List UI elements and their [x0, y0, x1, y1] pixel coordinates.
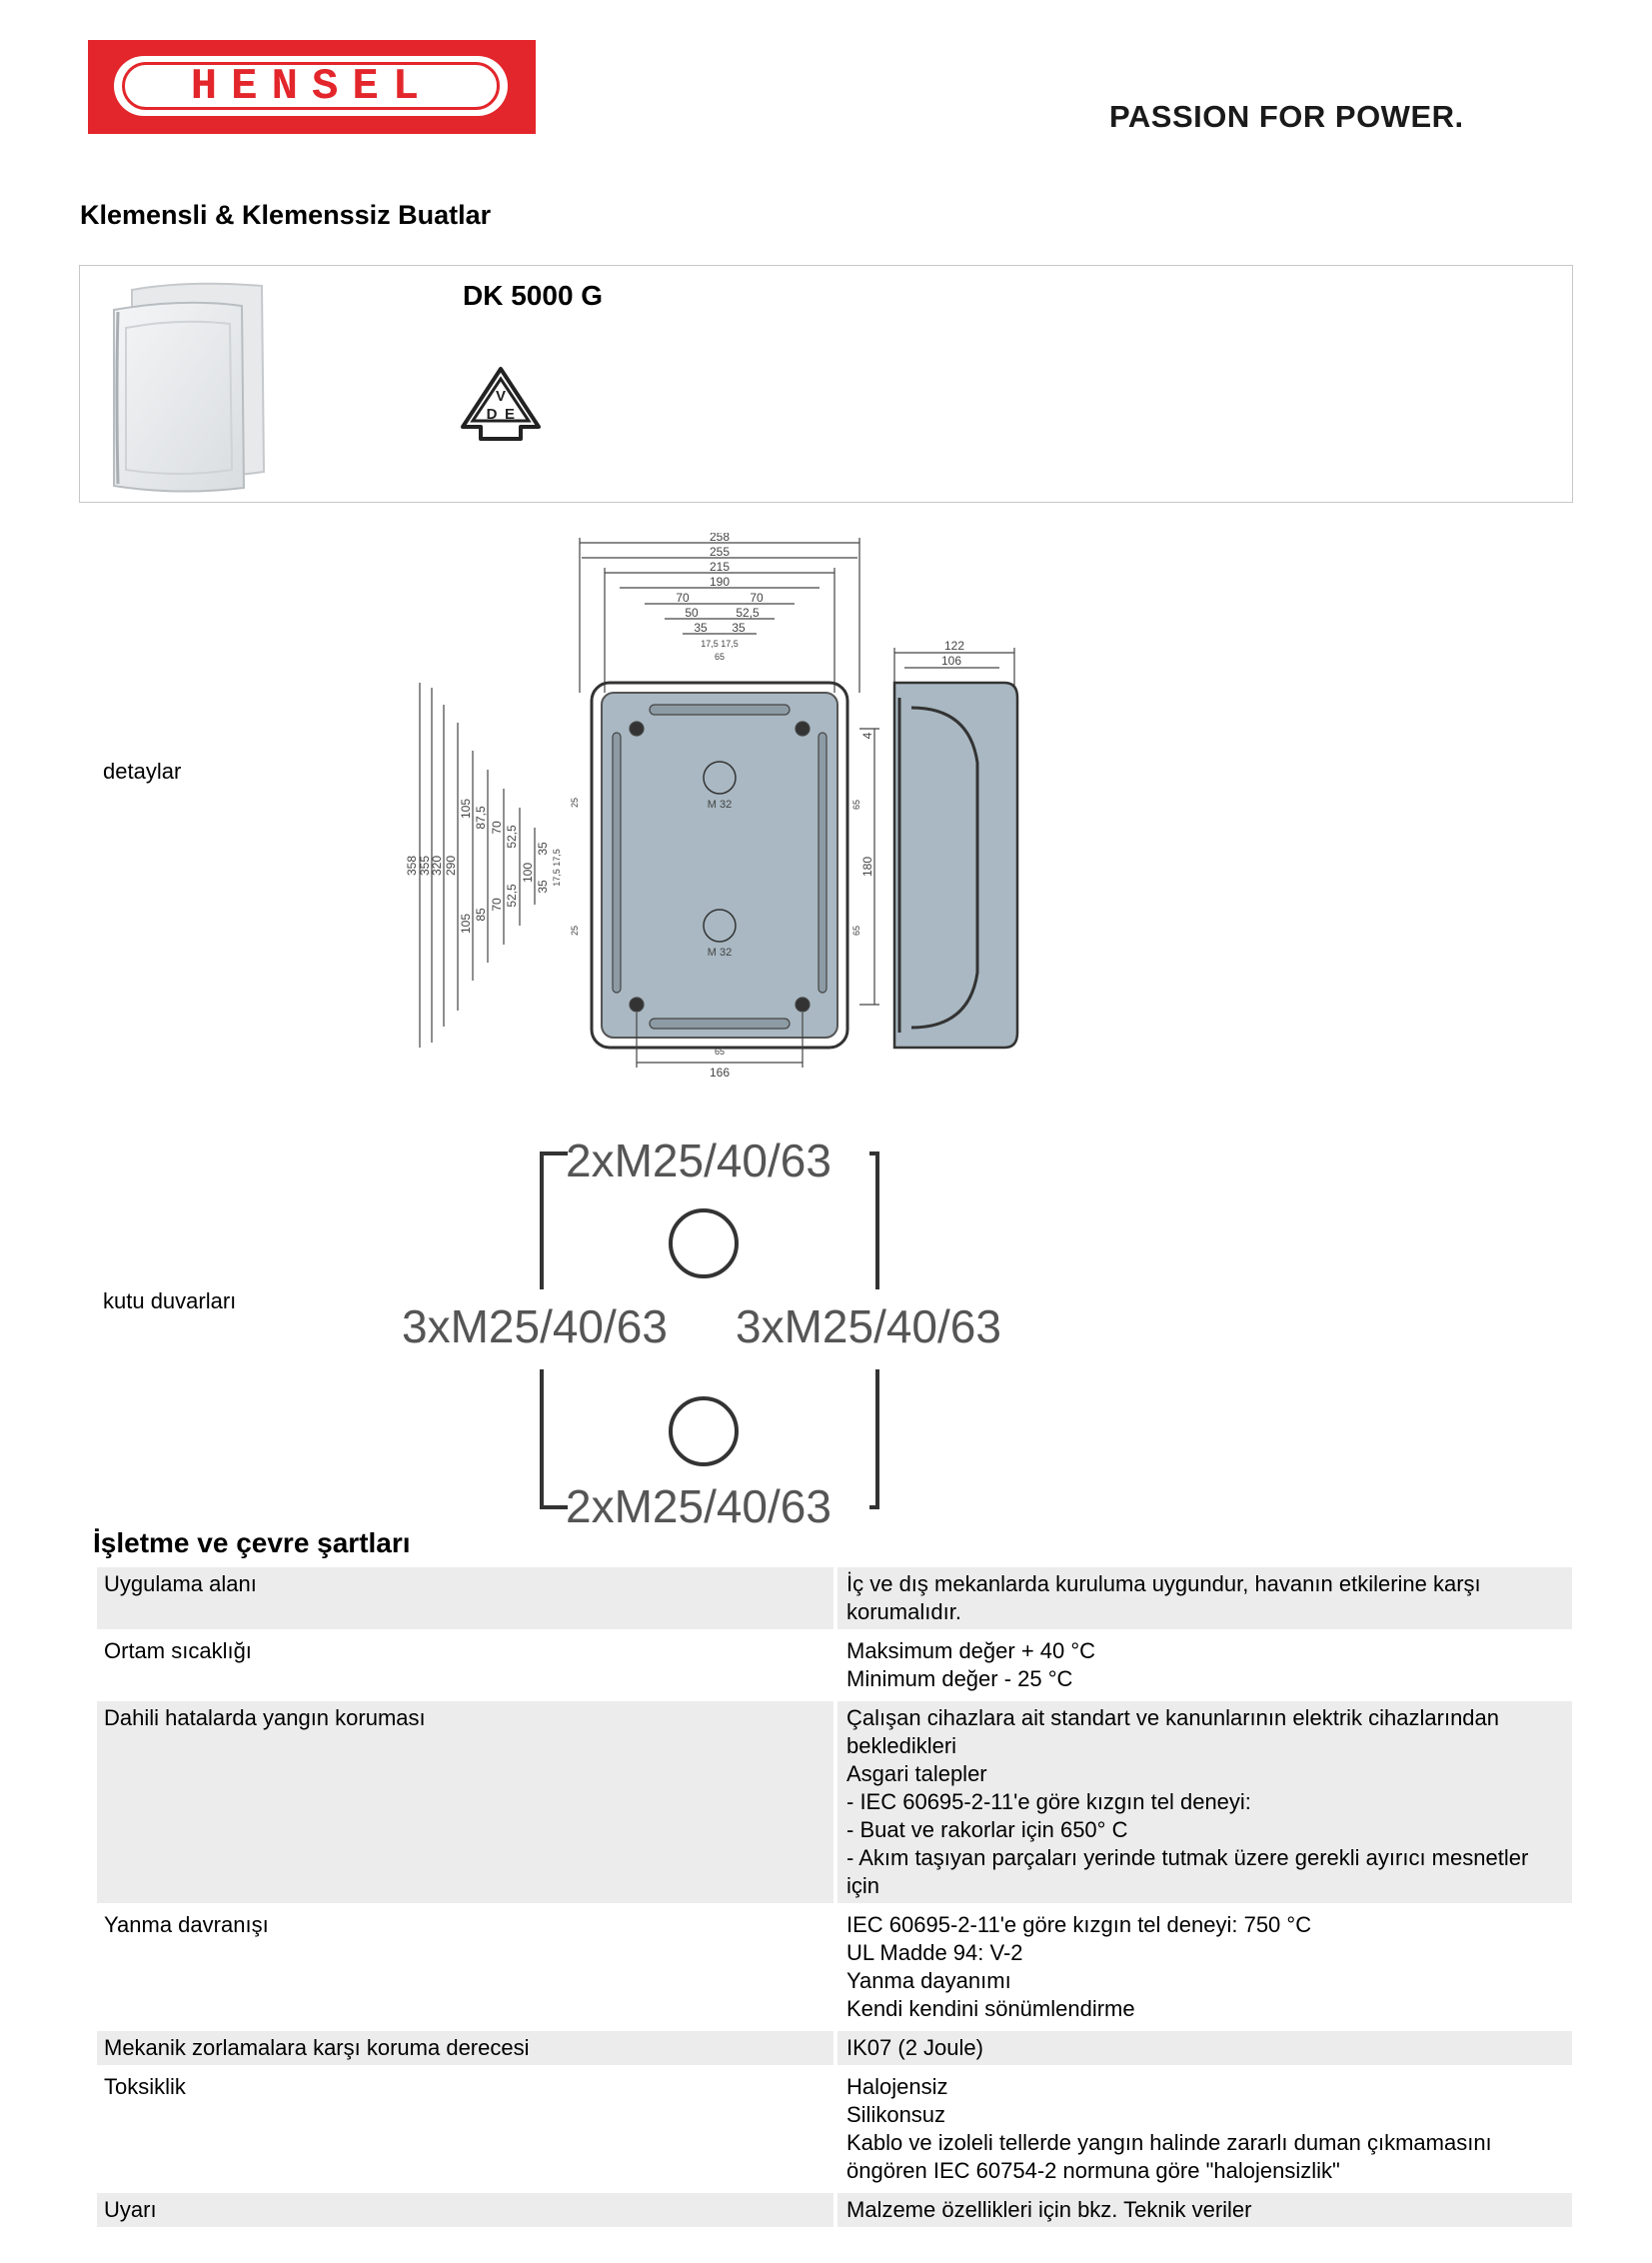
table-row — [97, 1908, 1572, 2026]
spec-value-line: IEC 60695-2-11'e göre kızgın tel deneyi: 750 °C — [846, 1912, 1312, 1937]
table-row — [97, 2193, 1572, 2227]
dim-65-top: 65 — [714, 652, 726, 662]
spec-value-line: Yanma dayanımı — [846, 1968, 1011, 1993]
spec-value-line: UL Madde 94: V-2 — [846, 1940, 1023, 1965]
spec-value — [837, 1701, 1572, 1903]
dimension-drawing — [400, 533, 1039, 1083]
dim-25-upper: 25 — [570, 797, 580, 809]
spec-value-line: IK07 (2 Joule) — [846, 2035, 983, 2060]
spec-value-line: - IEC 60695-2-11'e göre kızgın tel deneyi: — [846, 1789, 1251, 1814]
box-walls-diagram — [390, 1134, 1049, 1532]
product-title: DK 5000 G — [463, 280, 604, 311]
spec-value — [837, 1634, 1572, 1696]
box-walls-label: kutu duvarları — [103, 1288, 237, 1313]
spec-value-line: Kendi kendini sönümlendirme — [846, 1996, 1135, 2021]
spec-value-line: Halojensiz — [846, 2074, 948, 2099]
dim-4: 4 — [860, 732, 874, 740]
spec-table — [97, 1562, 1572, 2232]
dim-17-5-left: 17,5 — [701, 639, 719, 649]
wall-top-label: 2xM25/40/63 — [566, 1134, 831, 1186]
product-card — [79, 265, 1573, 503]
operations-title: İşletme ve çevre şartları — [93, 1527, 411, 1558]
dim-70-upper: 70 — [490, 821, 504, 835]
spec-value — [837, 1567, 1572, 1629]
product-image — [92, 272, 282, 497]
dim-290: 290 — [444, 855, 458, 877]
dim-105-upper: 105 — [459, 798, 473, 820]
dim-106: 106 — [940, 654, 962, 668]
dim-50: 50 — [685, 606, 699, 620]
section-title: Klemensli & Klemenssiz Buatlar — [80, 200, 492, 230]
details-label: detaylar — [103, 759, 182, 784]
dim-258: 258 — [709, 533, 731, 544]
dim-17-5-upper: 17,5 — [552, 849, 562, 867]
dim-17-5-lower: 17,5 — [552, 869, 562, 887]
dim-70-right: 70 — [750, 591, 764, 605]
spec-value — [837, 2031, 1572, 2065]
spec-value-line: Minimum değer - 25 °C — [846, 1666, 1073, 1691]
spec-key: Yanma davranışı — [97, 1908, 837, 2026]
spec-value — [837, 1908, 1572, 2026]
dim-35-lower: 35 — [536, 880, 550, 894]
dim-65-right-lower: 65 — [851, 925, 861, 937]
dim-85: 85 — [474, 908, 488, 922]
dim-100: 100 — [521, 862, 535, 884]
thread-label-bottom: M 32 — [707, 947, 733, 959]
spec-value-line: İç ve dış mekanlarda kuruluma uygundur, havanın etkilerine karşı korumalıdır. — [846, 1571, 1481, 1624]
logo-text: HENSEL — [190, 62, 434, 112]
thread-label-top: M 32 — [707, 799, 733, 811]
spec-value-line: Kablo ve izoleli tellerde yangın halinde zararlı duman çıkmamasını öngören IEC 60754-2 normuna göre "halojensizlik" — [846, 2130, 1492, 2183]
dim-25-lower: 25 — [570, 925, 580, 937]
vde-letter-d: D — [486, 406, 498, 423]
vde-letter-v: V — [495, 388, 507, 405]
dim-65-right-upper: 65 — [851, 799, 861, 811]
dim-52-5-upper: 52,5 — [505, 825, 519, 849]
dim-320: 320 — [430, 855, 444, 877]
dim-35-right: 35 — [732, 621, 746, 635]
dim-17-5-right: 17,5 — [721, 639, 739, 649]
vde-certification-icon — [459, 365, 543, 445]
spec-value-line: Maksimum değer + 40 °C — [846, 1638, 1096, 1663]
spec-value-line: - Akım taşıyan parçaları yerinde tutmak üzere gerekli ayırıcı mesnetler için — [846, 1845, 1529, 1898]
spec-value-line: Asgari talepler — [846, 1761, 987, 1786]
table-row — [97, 1634, 1572, 1696]
spec-key: Ortam sıcaklığı — [97, 1634, 837, 1696]
dim-70-left: 70 — [676, 591, 690, 605]
spec-value — [837, 2193, 1572, 2227]
dim-255: 255 — [709, 545, 731, 559]
table-row — [97, 1567, 1572, 1629]
dim-190: 190 — [709, 575, 731, 589]
dim-52-5-lower: 52,5 — [505, 884, 519, 908]
dim-87-5: 87,5 — [474, 806, 488, 830]
table-row — [97, 2031, 1572, 2065]
vde-letter-e: E — [504, 406, 516, 423]
dim-166: 166 — [709, 1066, 731, 1080]
dim-52-5: 52,5 — [736, 606, 760, 620]
hensel-logo — [88, 40, 536, 134]
spec-key: Toksiklik — [97, 2070, 837, 2188]
spec-key: Uygulama alanı — [97, 1567, 837, 1629]
spec-key: Mekanik zorlamalara karşı koruma derecesi — [97, 2031, 837, 2065]
dim-122: 122 — [943, 639, 965, 653]
dim-355: 355 — [418, 855, 432, 877]
wall-left-label: 3xM25/40/63 — [402, 1300, 668, 1352]
wall-right-label: 3xM25/40/63 — [736, 1300, 1001, 1352]
table-row — [97, 1701, 1572, 1903]
dim-105-lower: 105 — [459, 913, 473, 935]
dim-35-left: 35 — [694, 621, 708, 635]
spec-value-line: - Buat ve rakorlar için 650° C — [846, 1817, 1128, 1842]
spec-key: Dahili hatalarda yangın koruması — [97, 1701, 837, 1903]
spec-value — [837, 2070, 1572, 2188]
dim-180: 180 — [860, 856, 874, 878]
dim-358: 358 — [405, 855, 419, 877]
dim-215: 215 — [709, 560, 731, 574]
wall-bottom-label: 2xM25/40/63 — [566, 1480, 831, 1532]
table-row — [97, 2070, 1572, 2188]
spec-value-line: Malzeme özellikleri için bkz. Teknik veriler — [846, 2197, 1252, 2222]
brand-slogan: PASSION FOR POWER. — [1109, 99, 1464, 134]
spec-key: Uyarı — [97, 2193, 837, 2227]
spec-value-line: Çalışan cihazlara ait standart ve kanunlarının elektrik cihazlarından bekledikleri — [846, 1705, 1500, 1758]
dim-70-lower: 70 — [490, 898, 504, 912]
spec-value-line: Silikonsuz — [846, 2102, 946, 2127]
dim-35-upper: 35 — [536, 842, 550, 856]
dim-65-bottom: 65 — [714, 1047, 726, 1057]
